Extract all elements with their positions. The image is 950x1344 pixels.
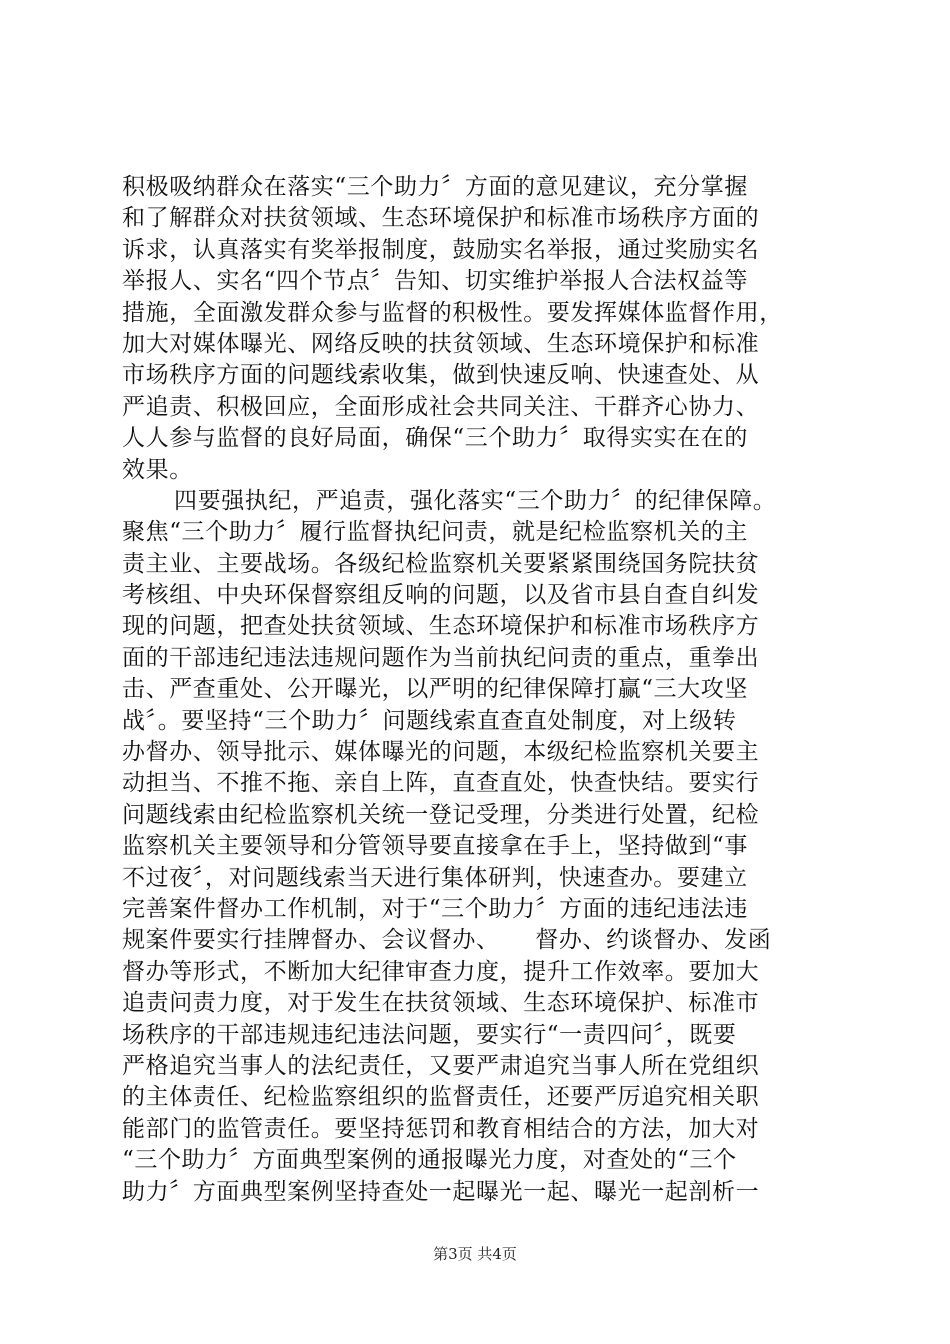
text-line: 市场秩序方面的问题线索收集，做到快速反响、快速查处、从	[122, 362, 760, 389]
text-line: 动担当、不推不拖、亲自上阵，直查直处，快查快结。要实行	[122, 770, 760, 797]
text-line: 考核组、中央环保督察组反响的问题，以及省市县自查自纠发	[122, 582, 760, 609]
text-line: 加大对媒体曝光、网络反映的扶贫领域、生态环境保护和标准	[122, 330, 760, 357]
text-line: 责主业、主要战场。各级纪检监察机关要紧紧围绕国务院扶贫	[122, 550, 760, 577]
text-line: 助力〞方面典型案例坚持查处一起曝光一起、曝光一起剖析一	[122, 1178, 760, 1205]
text-line: 不过夜〞，对问题线索当天进行集体研判，快速查办。要建立	[122, 864, 748, 891]
text-line: 人人参与监督的良好局面，确保“三个助力〞取得实实在在的	[122, 425, 748, 452]
text-line: 和了解群众对扶贫领域、生态环境保护和标准市场秩序方面的	[122, 205, 760, 232]
text-line: 现的问题，把查处扶贫领域、生态环境保护和标准市场秩序方	[122, 613, 760, 640]
text-line: 效果。	[122, 456, 193, 483]
text-line: 战〞。要坚持“三个助力〞问题线索直查直处制度，对上级转	[122, 707, 737, 734]
text-line: 办督办、领导批示、媒体曝光的问题，本级纪检监察机关要主	[122, 739, 760, 766]
text-line: “三个助力〞方面典型案例的通报曝光力度，对查处的“三个	[122, 1147, 737, 1174]
text-line: 诉求，认真落实有奖举报制度，鼓励实名举报，通过奖励实名	[122, 236, 760, 263]
text-line: 场秩序的干部违规违纪违法问题，要实行“一责四问〞，既要	[122, 1021, 737, 1048]
text-line: 积极吸纳群众在落实“三个助力〞方面的意见建议，充分掌握	[122, 174, 748, 200]
paragraph-start-line: 四要强执纪，严追责，强化落实“三个助力〞的纪律保障。	[174, 487, 777, 514]
document-body	[122, 172, 842, 1208]
page-footer	[0, 1244, 950, 1264]
text-line: 举报人、实名“四个节点〞告知、切实维护举报人合法权益等	[122, 268, 748, 295]
text-line: 击、严查重处、公开曝光，以严明的纪律保障打赢“三大攻坚	[122, 676, 748, 703]
text-line: 聚焦“三个助力〞履行监督执纪问责，就是纪检监察机关的主	[122, 519, 748, 546]
page-number: 第3页 共4页	[433, 1245, 517, 1263]
text-line: 督办等形式，不断加大纪律审查力度，提升工作效率。要加大	[122, 958, 760, 985]
text-line: 问题线索由纪检监察机关统一登记受理，分类进行处置，纪检	[122, 801, 760, 828]
text-line: 规案件要实行挂牌督办、会议督办、 督办、约谈督办、发函	[122, 927, 772, 954]
text-line: 面的干部违纪违法违规问题作为当前执纪问责的重点，重拳出	[122, 644, 760, 671]
text-line: 追责问责力度，对于发生在扶贫领域、生态环境保护、标准市	[122, 990, 760, 1017]
text-line: 监察机关主要领导和分管领导要直接拿在手上，坚持做到“事	[122, 833, 748, 860]
text-line: 严格追究当事人的法纪责任，又要严肃追究当事人所在党组织	[122, 1052, 760, 1079]
text-line: 措施，全面激发群众参与监督的积极性。要发挥媒体监督作用，	[122, 299, 783, 326]
text-line: 完善案件督办工作机制，对于“三个助力〞方面的违纪违法违	[122, 895, 748, 922]
text-line: 能部门的监管责任。要坚持惩罚和教育相结合的方法，加大对	[122, 1115, 760, 1142]
text-line: 的主体责任、纪检监察组织的监督责任，还要严厉追究相关职	[122, 1084, 760, 1111]
text-line: 严追责、积极回应，全面形成社会共同关注、干群齐心协力、	[122, 393, 760, 420]
